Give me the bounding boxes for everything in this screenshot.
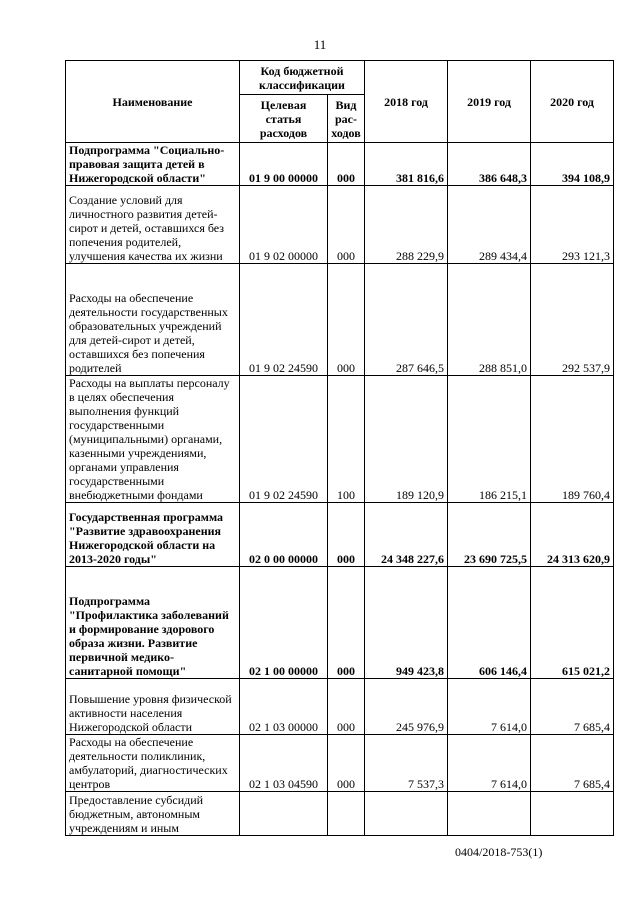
row-expense-type: 000 — [328, 735, 365, 792]
row-target-article: 01 9 02 24590 — [240, 376, 328, 503]
table-row — [66, 679, 614, 735]
row-2018-value: 287 646,5 — [365, 264, 448, 376]
row-name: Предоставление субсидий бюджетным, автономным учреждениям и иным — [66, 792, 240, 836]
table-row — [66, 567, 614, 679]
row-2018-value: 381 816,6 — [365, 143, 448, 186]
row-expense-type: 000 — [328, 143, 365, 186]
row-2019-value: 7 614,0 — [448, 679, 531, 735]
row-target-article: 01 9 02 00000 — [240, 186, 328, 264]
row-2018-value — [365, 792, 448, 836]
row-expense-type — [328, 792, 365, 836]
row-name: Создание условий для личностного развития детей-сирот и детей, оставшихся без попечения родителей, улучшения качества их жизни — [66, 186, 240, 264]
row-expense-type: 000 — [328, 264, 365, 376]
table-row — [66, 503, 614, 567]
row-name: Расходы на обеспечение деятельности поликлиник, амбулаторий, диагностических центров — [66, 735, 240, 792]
row-2020-value: 292 537,9 — [531, 264, 614, 376]
page-number: 11 — [313, 37, 327, 52]
row-target-article: 01 9 02 24590 — [240, 264, 328, 376]
budget-table — [65, 60, 614, 836]
row-2019-value — [448, 792, 531, 836]
row-target-article: 02 1 03 04590 — [240, 735, 328, 792]
row-2020-value: 189 760,4 — [531, 376, 614, 503]
row-target-article: 01 9 00 00000 — [240, 143, 328, 186]
row-2018-value: 245 976,9 — [365, 679, 448, 735]
row-2018-value: 288 229,9 — [365, 186, 448, 264]
row-2020-value — [531, 792, 614, 836]
row-target-article: 02 1 00 00000 — [240, 567, 328, 679]
row-name: Государственная программа "Развитие здравоохранения Нижегородской области на 2013-2020 годы" — [66, 503, 240, 567]
table-row — [66, 143, 614, 186]
row-name: Расходы на обеспечение деятельности государственных образовательных учреждений для детей-сирот и детей, оставшихся без попечения родителей — [66, 264, 240, 376]
row-2020-value: 7 685,4 — [531, 735, 614, 792]
table-row — [66, 735, 614, 792]
row-target-article: 02 0 00 00000 — [240, 503, 328, 567]
header-2020: 2020 год — [531, 61, 614, 143]
row-target-article: 02 1 03 00000 — [240, 679, 328, 735]
row-target-article — [240, 792, 328, 836]
header-expense-type: Вид рас-ходов — [328, 95, 365, 143]
row-2020-value: 24 313 620,9 — [531, 503, 614, 567]
row-2020-value: 293 121,3 — [531, 186, 614, 264]
row-expense-type: 000 — [328, 503, 365, 567]
table-row — [66, 792, 614, 836]
row-2019-value: 23 690 725,5 — [448, 503, 531, 567]
row-expense-type: 000 — [328, 567, 365, 679]
row-2018-value: 7 537,3 — [365, 735, 448, 792]
header-2019: 2019 год — [448, 61, 531, 143]
header-budget-code: Код бюджетной классификации — [240, 61, 365, 95]
row-expense-type: 000 — [328, 186, 365, 264]
row-2019-value: 288 851,0 — [448, 264, 531, 376]
row-2020-value: 615 021,2 — [531, 567, 614, 679]
row-2018-value: 189 120,9 — [365, 376, 448, 503]
row-2019-value: 386 648,3 — [448, 143, 531, 186]
row-name: Расходы на выплаты персоналу в целях обеспечения выполнения функций государственными (муниципальными) органами, казенными учреждениями, органами управления государственными внебюджетными фондами — [66, 376, 240, 503]
row-name: Повышение уровня физической активности населения Нижегородской области — [66, 679, 240, 735]
row-2020-value: 394 108,9 — [531, 143, 614, 186]
header-2018: 2018 год — [365, 61, 448, 143]
row-expense-type: 100 — [328, 376, 365, 503]
table-row — [66, 376, 614, 503]
row-2019-value: 606 146,4 — [448, 567, 531, 679]
header-target-article: Целевая статья расходов — [240, 95, 328, 143]
document-code: 0404/2018-753(1) — [455, 845, 543, 859]
row-2019-value: 186 215,1 — [448, 376, 531, 503]
table-row — [66, 186, 614, 264]
row-name: Подпрограмма "Профилактика заболеваний и формирование здорового образа жизни. Развитие первичной медико-санитарной помощи" — [66, 567, 240, 679]
row-expense-type: 000 — [328, 679, 365, 735]
row-name: Подпрограмма "Социально-правовая защита детей в Нижегородской области" — [66, 143, 240, 186]
row-2018-value: 949 423,8 — [365, 567, 448, 679]
header-name: Наименование — [66, 61, 240, 143]
row-2019-value: 7 614,0 — [448, 735, 531, 792]
row-2020-value: 7 685,4 — [531, 679, 614, 735]
row-2018-value: 24 348 227,6 — [365, 503, 448, 567]
row-2019-value: 289 434,4 — [448, 186, 531, 264]
table-row — [66, 264, 614, 376]
